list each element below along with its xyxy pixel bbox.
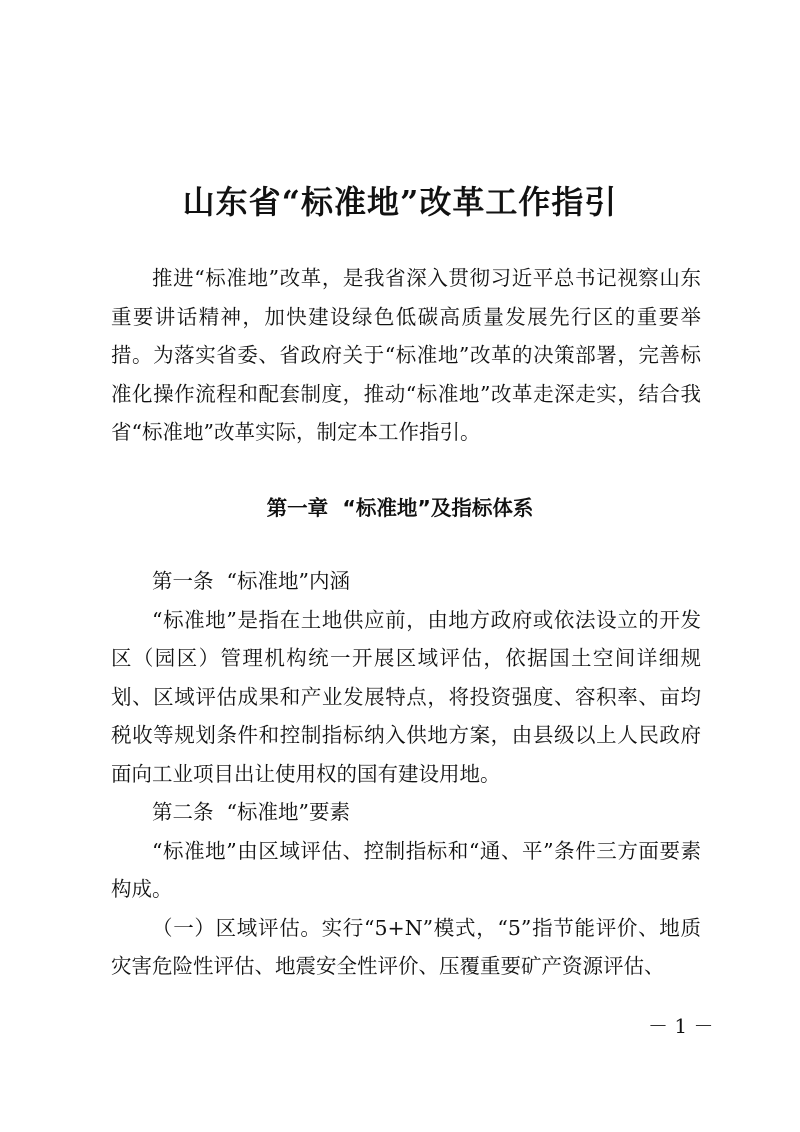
article-2-item-1-paragraph: （一）区域评估。实行“5+N”模式，“5”指节能评价、地质灾害危险性评估、地震安全性评价、压覆重要矿产资源评估、 xyxy=(111,915,701,978)
article-2-heading: 第二条 “标准地”要素 xyxy=(152,800,350,824)
article-1-heading: 第一条 “标准地”内涵 xyxy=(152,569,350,593)
article-1-paragraph: “标准地”是指在土地供应前，由地方政府或依法设立的开发区（园区）管理机构统一开展区域评估，依据国土空间详细规划、区域评估成果和产业发展特点，将投资强度、容积率、亩均税收等规划条件和控制指标纳入供地方案，由县级以上人民政府面向工业项目出让使用权的国有建设用地。 xyxy=(111,607,701,786)
page-number: － 1 － xyxy=(648,1014,714,1038)
intro-paragraph: 推进“标准地”改革，是我省深入贯彻习近平总书记视察山东重要讲话精神，加快建设绿色低碳高质量发展先行区的重要举措。为落实省委、省政府关于“标准地”改革的决策部署，完善标准化操作流程和配套制度，推动“标准地”改革走深走实，结合我省“标准地”改革实际，制定本工作指引。 xyxy=(111,266,701,444)
chapter-1-body xyxy=(111,562,701,986)
chapter-heading: 第一章 “标准地”及指标体系 xyxy=(266,496,534,520)
page-title: 山东省“标准地”改革工作指引 xyxy=(182,183,618,221)
article-2-paragraph: “标准地”由区域评估、控制指标和“通、平”条件三方面要素构成。 xyxy=(111,838,701,901)
